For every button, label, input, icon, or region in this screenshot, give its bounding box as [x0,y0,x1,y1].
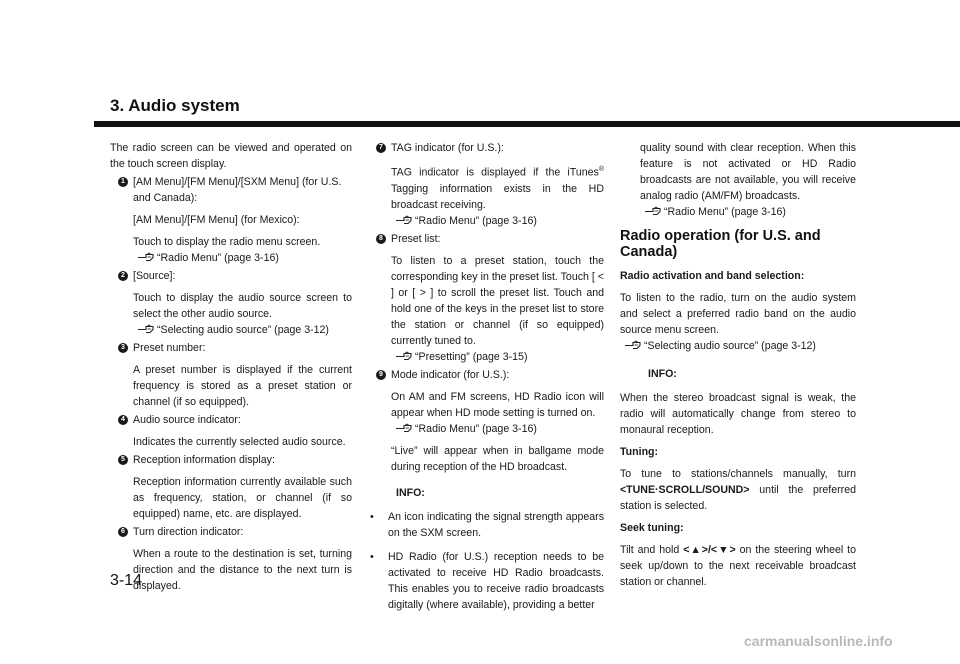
info-label: INFO: [396,486,425,499]
registered-mark: ® [598,166,604,173]
reference-hand-icon [644,206,662,217]
reference-text: “Radio Menu” (page 3-16) [157,252,279,264]
column-3 [620,140,856,590]
reference-hand-icon [395,423,413,434]
info-text: When the stereo broadcast signal is weak, the radio will automatically change from stereo to monaural reception. [620,392,856,436]
desc-part-a: TAG indicator is displayed if the iTunes [391,166,599,179]
number-badge: 1 [118,177,128,187]
item-description: When a route to the destination is set, turning direction and the distance to the next turn is displayed. [133,548,352,592]
bullet-mark: • [370,510,374,523]
section-title: 3. Audio system [110,96,240,115]
reference-hand-icon [395,351,413,362]
tuning-text-a: To tune to stations/channels manually, turn [620,468,856,480]
seek-text-b: on the steering wheel to seek up/down to the next receivable broadcast station or channel. [620,544,856,588]
reference-text: “Radio Menu” (page 3-16) [415,422,537,435]
bullet-text: HD Radio (for U.S.) reception needs to be activated to receive HD Radio broadcasts. This enables you to receive radio broadcasts digitally (where available), providing a better [388,550,604,611]
column-1 [110,140,352,594]
number-badge: 2 [118,271,128,281]
page-number: 3-14 [110,572,143,589]
item-description: To listen to a preset station, touch the corresponding key in the preset list. Touch [ < ] or [ > ] to scroll the preset list. Touch and hold one of the keys in the preset list to store the station or channel (if so equipped) currently tuned to. [391,254,604,347]
page-reference[interactable] [391,421,604,437]
item-description [391,162,604,213]
page-reference[interactable] [391,213,604,229]
page-reference[interactable] [133,322,352,338]
subsection-heading: Radio operation (for U.S. and Canada) [620,228,821,260]
desc-part-b: Tagging information exists in the HD broadcast receiving. [391,182,604,211]
activation-heading: Radio activation and band selection: [620,270,805,282]
number-badge: 7 [376,143,386,153]
bullet-item [368,509,604,541]
number-badge: 5 [118,455,128,465]
info-label: INFO: [648,368,677,380]
list-item-4 [110,412,352,450]
item-description: Indicates the currently selected audio source. [133,436,346,448]
header-rule [94,121,960,127]
item-label: Reception information display: [133,454,275,466]
item-description: A preset number is displayed if the current frequency is stored as a preset station or channel (if so equipped). [133,364,352,408]
bullet-text: An icon indicating the signal strength appears on the SXM screen. [388,510,604,539]
bullet-mark: • [370,550,374,563]
item-label: Preset number: [133,342,206,354]
number-badge: 9 [376,370,386,380]
page-reference[interactable] [133,250,352,266]
reference-hand-icon [624,340,642,351]
item-label: Turn direction indicator: [133,526,244,538]
bullet-item [368,549,604,613]
list-item-5 [110,452,352,522]
reference-text: “Radio Menu” (page 3-16) [415,214,537,227]
item-description: On AM and FM screens, HD Radio icon will appear when HD mode setting is turned on. [391,390,604,419]
page-reference[interactable] [620,204,856,220]
bullet-continuation: quality sound with clear reception. When this feature is not activated or HD Radio broadcasts are not available, you will receive analog radio (AM/FM) broadcasts. [640,142,856,202]
activation-text: To listen to the radio, turn on the audio system and select a preferred radio band on the audio source menu screen. [620,292,856,336]
item-label: Mode indicator (for U.S.): [391,368,510,381]
seek-key: <▲>/<▼> [683,544,736,556]
tuning-text-b: until the preferred station is selected. [620,484,856,512]
list-item-7 [368,140,604,229]
seek-text [620,542,856,590]
watermark: carmanualsonline.info [744,633,893,649]
number-badge: 6 [118,527,128,537]
page-reference[interactable] [620,338,856,354]
intro-paragraph: The radio screen can be viewed and operated on the touch screen display. [110,142,352,170]
seek-text-a: Tilt and hold [620,544,680,556]
item-sublabel: [AM Menu]/[FM Menu] (for Mexico): [133,214,300,226]
list-item-3 [110,340,352,410]
item-label: [Source]: [133,270,176,282]
reference-text: “Selecting audio source” (page 3-12) [157,324,329,336]
tuning-text [620,466,856,514]
list-item-2 [110,268,352,338]
reference-hand-icon [137,252,155,263]
list-item-6 [110,524,352,594]
list-item-9 [368,367,604,475]
tuning-heading: Tuning: [620,446,659,458]
page-reference[interactable] [391,349,604,365]
list-item-8 [368,231,604,365]
tune-scroll-key: <TUNE·SCROLL/SOUND> [620,484,750,496]
item-description: Touch to display the audio source screen to select the other audio source. [133,292,352,320]
item-label: Audio source indicator: [133,414,241,426]
item-description-2: “Live” will appear when in ballgame mode during reception of the HD broadcast. [391,444,604,473]
number-badge: 4 [118,415,128,425]
reference-text: “Radio Menu” (page 3-16) [664,206,786,218]
reference-text: “Selecting audio source” (page 3-12) [644,340,816,352]
reference-hand-icon [395,215,413,226]
number-badge: 8 [376,234,386,244]
column-2 [368,140,604,613]
item-label: Preset list: [391,232,441,245]
item-description: Reception information currently available such as frequency, station, or channel (if so equipped) name, etc. are displayed. [133,476,352,520]
reference-hand-icon [137,324,155,335]
item-label: [AM Menu]/[FM Menu]/[SXM Menu] (for U.S. and Canada): [133,176,342,204]
item-description: Touch to display the radio menu screen. [133,236,321,248]
list-item-1 [110,174,352,266]
item-label: TAG indicator (for U.S.): [391,142,504,154]
seek-heading: Seek tuning: [620,522,684,534]
number-badge: 3 [118,343,128,353]
reference-text: “Presetting” (page 3-15) [415,350,528,363]
